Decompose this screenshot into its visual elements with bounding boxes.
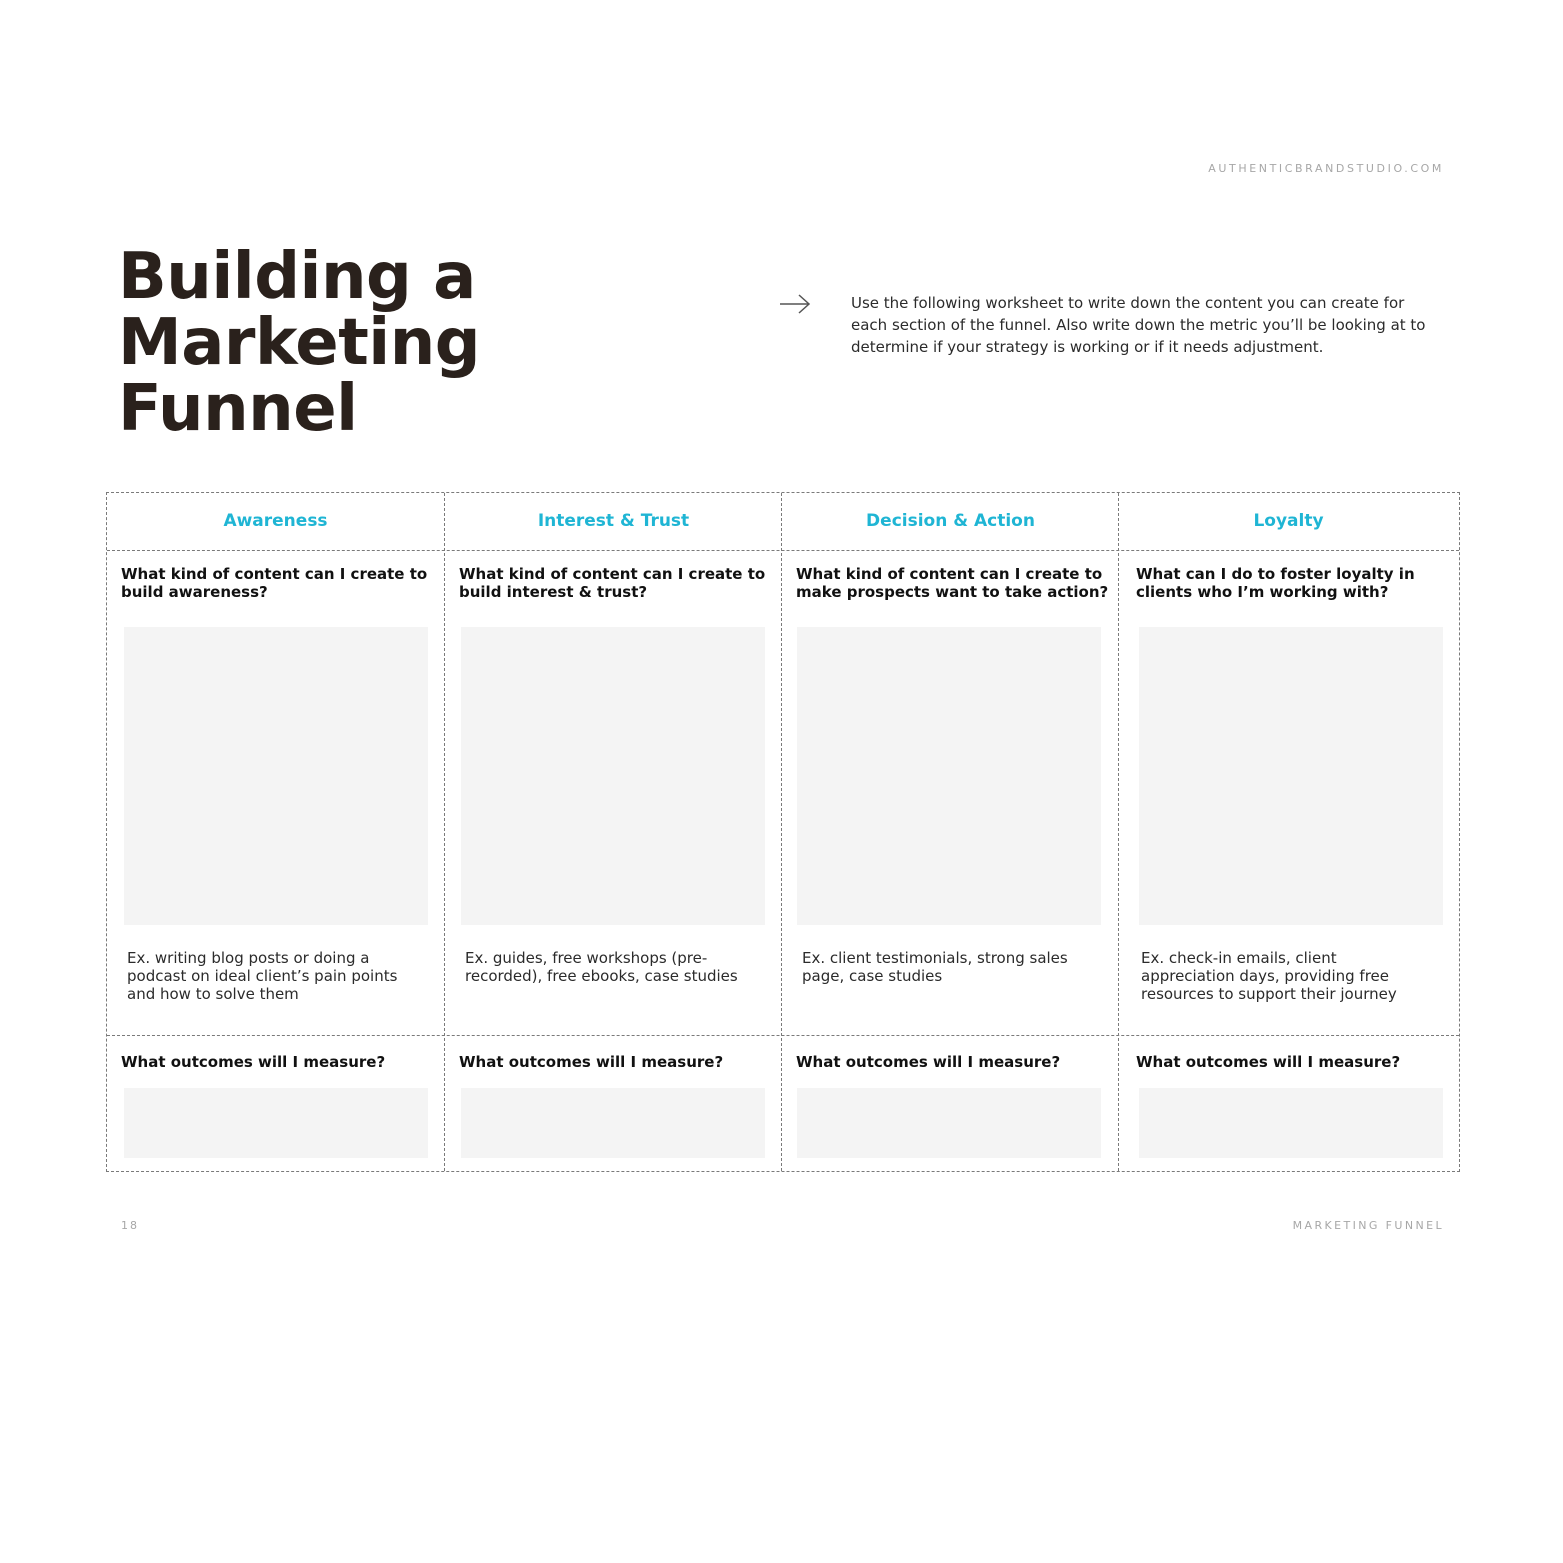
intro-line: each section of the funnel. Also write down the metric you’ll be looking at to xyxy=(851,316,1426,334)
page-title xyxy=(118,240,718,446)
content-question xyxy=(459,565,765,601)
measure-question: What outcomes will I measure? xyxy=(796,1053,1061,1071)
example-text xyxy=(802,949,1068,985)
question-line: make prospects want to take action? xyxy=(796,583,1109,601)
intro-line: determine if your strategy is working or if it needs adjustment. xyxy=(851,338,1324,356)
example-line: resources to support their journey xyxy=(1141,985,1397,1003)
column-loyalty xyxy=(1119,493,1458,1171)
question-line: build awareness? xyxy=(121,583,268,601)
example-line: podcast on ideal client’s pain points xyxy=(127,967,398,985)
example-line: Ex. check-in emails, client xyxy=(1141,949,1337,967)
page-title-line: Marketing xyxy=(118,306,481,380)
measure-answer-box[interactable] xyxy=(1139,1088,1443,1158)
stage-title: Awareness xyxy=(223,511,328,531)
footer-section-label: MARKETING FUNNEL xyxy=(1292,1219,1444,1232)
question-line: clients who I’m working with? xyxy=(1136,583,1389,601)
intro-line: Use the following worksheet to write down the content you can create for xyxy=(851,294,1405,312)
content-answer-box[interactable] xyxy=(124,627,428,925)
stage-title: Loyalty xyxy=(1253,511,1324,531)
example-line: Ex. guides, free workshops (pre- xyxy=(465,949,708,967)
example-text xyxy=(1141,949,1397,1003)
column-decision-action xyxy=(782,493,1119,1171)
intro-text xyxy=(851,292,1461,358)
example-text xyxy=(127,949,397,1003)
page-title-line: Building a xyxy=(118,240,476,314)
question-line: What kind of content can I create to xyxy=(796,565,1103,583)
example-line: page, case studies xyxy=(802,967,943,985)
measure-question: What outcomes will I measure? xyxy=(121,1053,386,1071)
measure-question: What outcomes will I measure? xyxy=(1136,1053,1401,1071)
column-interest-trust xyxy=(445,493,782,1171)
measure-answer-box[interactable] xyxy=(797,1088,1101,1158)
content-question xyxy=(1136,565,1415,601)
measure-question: What outcomes will I measure? xyxy=(459,1053,724,1071)
content-answer-box[interactable] xyxy=(1139,627,1443,925)
question-line: What can I do to foster loyalty in xyxy=(1136,565,1415,583)
stage-title: Decision & Action xyxy=(866,511,1035,531)
example-line: Ex. client testimonials, strong sales xyxy=(802,949,1068,967)
question-line: What kind of content can I create to xyxy=(121,565,428,583)
question-line: What kind of content can I create to xyxy=(459,565,766,583)
question-line: build interest & trust? xyxy=(459,583,648,601)
page-title-line: Funnel xyxy=(118,372,358,446)
page-number: 18 xyxy=(121,1219,139,1232)
content-answer-box[interactable] xyxy=(461,627,765,925)
arrow-right-icon xyxy=(778,292,812,316)
measure-answer-box[interactable] xyxy=(461,1088,765,1158)
content-question xyxy=(796,565,1108,601)
example-line: appreciation days, providing free xyxy=(1141,967,1389,985)
stage-title: Interest & Trust xyxy=(537,511,690,531)
example-text xyxy=(465,949,738,985)
measure-answer-box[interactable] xyxy=(124,1088,428,1158)
site-url: AUTHENTICBRANDSTUDIO.COM xyxy=(1208,162,1444,175)
column-awareness xyxy=(107,493,444,1171)
funnel-worksheet xyxy=(106,492,1460,1172)
example-line: recorded), free ebooks, case studies xyxy=(465,967,738,985)
example-line: Ex. writing blog posts or doing a xyxy=(127,949,370,967)
content-question xyxy=(121,565,427,601)
content-answer-box[interactable] xyxy=(797,627,1101,925)
example-line: and how to solve them xyxy=(127,985,299,1003)
